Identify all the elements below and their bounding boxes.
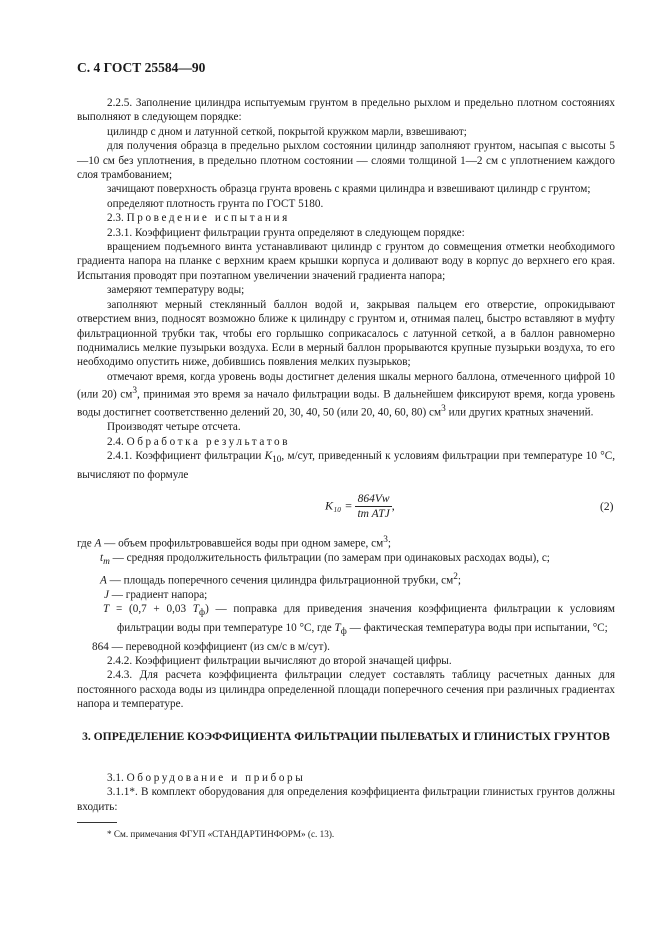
paragraph: определяют плотность грунта по ГОСТ 5180. [107,197,324,210]
paragraph: цилиндр с дном и латунной сеткой, покрытой кружком марли, взвешивают; [107,125,467,138]
paragraph: замеряют температуру воды; [107,284,245,297]
paragraph-2-4-1: 2.4.1. Коэффициент фильтрации $K_{10}$, м/сут, приведенный к условиям фильтрации при температуре 10 °С, вычисляют по формуле [77,450,615,481]
formula-legend: где A — объем профильтровавшейся воды при одном замере, $см^3$; $t_m$ — средняя продолжительность фильтрации (по замерам при одинаковых расходах воды), с; A — площадь поперечного сечения цилиндра фильтрационной трубки, $см^2$; J — градиент напора; T = (0,7 + 0,03 $T_ф$) — поправка для приведения значения коэффициента фильтрации к условиям фильтрации воды при температуре 10 °С, где $T_ф$ — фактическая температура воды при испытании, °С; 864 — переводной коэффициент (из см/с в м/сут). 2.4.2. Коэффициент фильтрации вычисляют до второй значащей цифры. 2.4.3. Для расчета коэффициента фильтрации следует составлять таблицу расчетных данных для постоянного расхода воды из цилиндра определенной площади поперечного сечения при различных градиентах напора и температуре. [77,535,615,711]
paragraph: Производят четыре отсчета. [107,421,241,434]
paragraph: 2.2.5. Заполнение цилиндра испытуемым грунтом в предельно рыхлом и предельно плотном состояниях выполняют в следующем порядке: [77,97,615,124]
paragraph: 2.4.3. Для расчета коэффициента фильтрации следует составлять таблицу расчетных данных для постоянного расхода воды из цилиндра определенной площади поперечного сечения при различных градиентах напора и температуре. [77,669,615,711]
formula-2: K₁₀ = $\frac{864Vw}{\text{tm ATJ}}$ , [325,493,395,520]
paragraph: 3.1.1*. В комплект оборудования для определения коэффициента фильтрации глинистых грунтов должны входить: [77,786,615,813]
section-2-2-5 [77,96,615,482]
formula-number: (2) [600,501,614,513]
subsection-heading-3-1: 3.1. Оборудование и приборы [107,772,306,784]
paragraph: 2.4.2. Коэффициент фильтрации вычисляют до второй значащей цифры. [107,655,452,668]
section-3-1 [77,771,615,814]
paragraph-time: отмечают время, когда уровень воды достигнет деления шкалы мерного баллона, отмеченного цифрой 10 (или 20) $см^3$, принимая это время за начало фильтрации воды. В дальнейшем фиксируют время, когда уровень воды достигнет соответственно делений 20, 30, 40, 50 (или 20, 40, 60, 80) $см^3$ или других кратных значений. [77,370,615,419]
subsection-heading-2-3: 2.3. Проведение испытания [107,212,290,225]
footnote-divider [77,822,117,823]
section-3-title: 3. ОПРЕДЕЛЕНИЕ КОЭФФИЦИЕНТА ФИЛЬТРАЦИИ ПЫЛЕВАТЫХ И ГЛИНИСТЫХ ГРУНТОВ [82,730,610,743]
paragraph: 2.3.1. Коэффициент фильтрации грунта определяют в следующем порядке: [107,226,465,239]
page-header: С. 4 ГОСТ 25584—90 [77,60,206,75]
paragraph: заполняют мерный стеклянный баллон водой и, закрывая пальцем его отверстие, опрокидывают отверстием вниз, подносят возможно ближе к цилиндру с грунтом и, отнимая палец, быстро вставляют в муфту фильтрационной трубки так, чтобы его горлышко соприкасалось с латунной сеткой, а в баллон равномерно поднимались мелкие пузырьки воздуха. Если в мерный баллон прорываются крупные пузырьки воздуха, то его необходимо опустить ниже, добившись появления мелких пузырьков; [77,298,615,369]
paragraph: зачищают поверхность образца грунта вровень с краями цилиндра и взвешивают цилиндр с грунтом; [107,183,591,196]
footnote: * См. примечания ФГУП «СТАНДАРТИНФОРМ» (с. 13). [107,829,335,839]
subsection-heading-2-4: 2.4. Обработка результатов [107,435,291,448]
paragraph: вращением подъемного винта устанавливают цилиндр с грунтом до совмещения отметки необходимого градиента напора на планке с верхним краем крышки корпуса и доливают воду в корпус до верхнего его края. Испытания проводят при поэтапном увеличении значений градиента напора; [77,241,615,282]
paragraph: для получения образца в предельно рыхлом состоянии цилиндр заполняют грунтом, насыпая с высоты 5—10 см без уплотнения, в предельно плотном состоянии — слоями толщиной 1—2 см с уплотнением каждого слоя трамбованием; [77,140,615,182]
